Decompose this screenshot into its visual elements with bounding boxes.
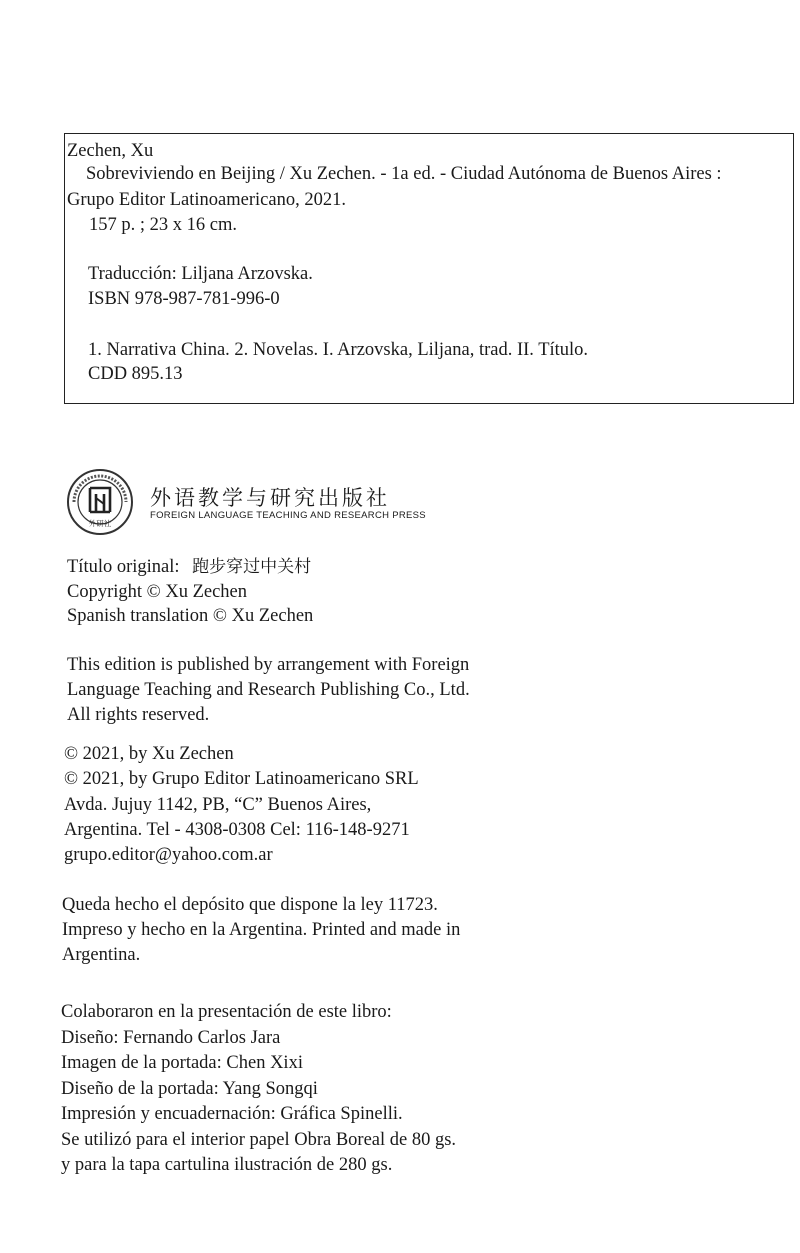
edition-note-line: All rights reserved. bbox=[67, 705, 210, 725]
edition-note-line: This edition is published by arrangement with Foreign bbox=[67, 655, 470, 675]
copyright-line: Copyright © Xu Zechen bbox=[67, 582, 248, 602]
press-chinese-name: 外语教学与研究出版社 bbox=[150, 486, 390, 510]
publisher-phone: Argentina. Tel - 4308-0308 Cel: 116-148-9271 bbox=[64, 820, 410, 840]
publisher-address: Avda. Jujuy 1142, PB, “C” Buenos Aires, bbox=[64, 795, 372, 815]
press-seal-icon bbox=[66, 468, 134, 536]
original-title-value: 跑步穿过中关村 bbox=[192, 557, 312, 577]
press-english-name: FOREIGN LANGUAGE TEACHING AND RESEARCH PRESS bbox=[150, 510, 426, 521]
cip-isbn: ISBN 978-987-781-996-0 bbox=[88, 289, 280, 309]
credit-line: y para la tapa cartulina ilustración de 280 gs. bbox=[61, 1155, 393, 1175]
publisher-info-line: © 2021, by Grupo Editor Latinoamericano SRL bbox=[64, 769, 419, 789]
cip-author: Zechen, Xu bbox=[67, 141, 154, 161]
cip-subjects: 1. Narrativa China. 2. Novelas. I. Arzovska, Liljana, trad. II. Título. bbox=[88, 340, 589, 360]
press-seal-text: 外研社 bbox=[88, 519, 112, 528]
publisher-email: grupo.editor@yahoo.com.ar bbox=[64, 845, 273, 865]
legal-line: Queda hecho el depósito que dispone la ley 11723. bbox=[62, 895, 438, 915]
credit-line: Impresión y encuadernación: Gráfica Spinelli. bbox=[61, 1104, 403, 1124]
edition-note-line: Language Teaching and Research Publishing Co., Ltd. bbox=[67, 680, 470, 700]
credit-line: Diseño de la portada: Yang Songqi bbox=[61, 1079, 318, 1099]
cip-publisher-line: Grupo Editor Latinoamericano, 2021. bbox=[67, 190, 346, 210]
credits-heading: Colaboraron en la presentación de este libro: bbox=[61, 1002, 392, 1022]
publisher-info-line: © 2021, by Xu Zechen bbox=[64, 744, 234, 764]
credit-line: Diseño: Fernando Carlos Jara bbox=[61, 1028, 281, 1048]
original-title-row bbox=[67, 556, 311, 578]
credit-line: Se utilizó para el interior papel Obra Boreal de 80 gs. bbox=[61, 1130, 457, 1150]
cip-translation: Traducción: Liljana Arzovska. bbox=[88, 264, 313, 284]
legal-line: Impreso y hecho en la Argentina. Printed and made in bbox=[62, 920, 461, 940]
spanish-translation-copyright: Spanish translation © Xu Zechen bbox=[67, 606, 314, 626]
cip-title-line: Sobreviviendo en Beijing / Xu Zechen. - 1a ed. - Ciudad Autónoma de Buenos Aires : bbox=[86, 164, 722, 184]
legal-line: Argentina. bbox=[62, 945, 141, 965]
press-logo bbox=[66, 468, 134, 536]
credit-line: Imagen de la portada: Chen Xixi bbox=[61, 1053, 303, 1073]
original-title-label: Título original: bbox=[67, 557, 180, 577]
cip-physical-description: 157 p. ; 23 x 16 cm. bbox=[89, 215, 237, 235]
cip-cdd: CDD 895.13 bbox=[88, 364, 183, 384]
